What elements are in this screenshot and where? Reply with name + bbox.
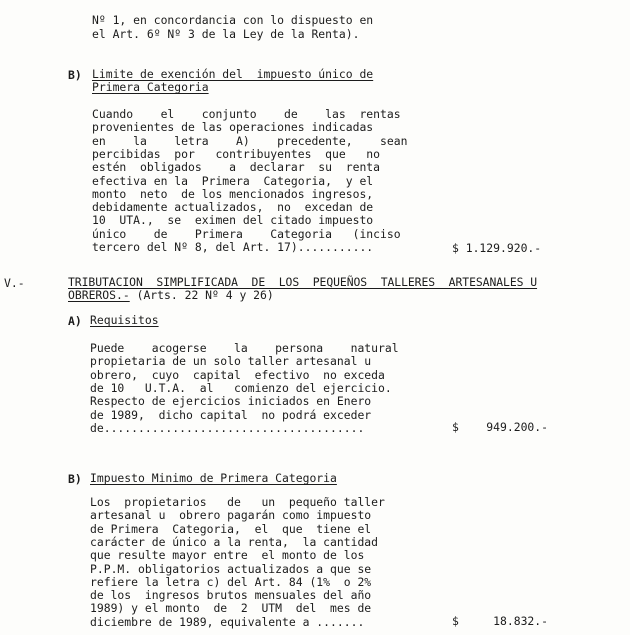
text-line: propietaria de un solo taller artesanal u [90,354,372,369]
text-line: Respecto de ejercicios iniciados en Enero [90,394,372,409]
text-line: monto neto de los mencionados ingresos, [92,186,374,201]
text-line: 10 UTA., se eximen del citado impuesto [92,213,374,228]
section-title: Requisitos [90,313,159,327]
amount-value: $ 949.200.- [452,420,549,434]
text-line: en la letra A) precedente, sean [92,133,408,148]
text-line: obrero, cuyo capital efectivo no exceda [90,367,385,382]
text-line: Puede acogerse la persona natural [90,341,399,355]
amount-value: $ 1.129.920.- [452,241,542,255]
section-title: Impuesto Minimo de Primera Categoria [90,471,337,485]
section-marker: B) [68,68,82,82]
text-line: el Art. 6º Nº 3 de la Ley de la Renta). [92,27,360,41]
text-line: que resulte mayor entre el monto de los [90,548,365,563]
text-line: de los ingresos brutos mensuales del año [90,588,372,603]
text-line: efectiva en la Primera Categoria, y el [92,173,374,188]
text-line: único de Primera Categoria (inciso [92,226,401,241]
text-line: Nº 1, en concordancia con lo dispuesto en [92,13,374,27]
text-line: provenientes de las operaciones indicadas [92,120,374,135]
text-line: Los propietarios de un pequeño taller [90,495,385,509]
chapter-title-underlined: OBREROS.- [68,288,130,302]
section-marker: B) [68,472,82,486]
chapter-title-line [68,289,274,302]
text-line: artesanal u obrero pagarán como impuesto [90,508,372,523]
text-line: tercero del Nº 8, del Art. 17)........... [92,240,374,254]
text-line: de Primera Categoria, el que tiene el [90,521,372,536]
text-line: percibidas por contribuyentes que no [92,146,381,161]
text-line: Cuando el conjunto de las rentas [92,107,401,121]
section-marker: A) [68,314,82,328]
text-line: carácter de único a la renta, la cantidad [90,534,379,549]
text-line: P.P.M. obligatorios actualizados a que se [90,561,372,576]
chapter-title-line: TRIBUTACION SIMPLIFICADA DE LOS PEQUEÑOS TALLERES ARTESANALES U [68,275,538,289]
chapter-title-ref: (Arts. 22 Nº 4 y 26) [129,288,274,302]
text-line: debidamente actualizados, no excedan de [92,200,374,215]
section-title-line: Limite de exención del impuesto único de [92,67,374,81]
text-line: diciembre de 1989, equivalente a ....... [90,614,365,629]
chapter-marker: V.- [4,276,25,290]
section-title-line: Primera Categoria [92,80,209,94]
text-line: de...................................... [90,420,365,435]
amount-value: $ 18.832.- [452,614,549,628]
text-line: estén obligados a declarar su renta [92,160,381,175]
text-line: 1989) y el monto de 2 UTM del mes de [90,601,372,616]
text-line: de 10 U.T.A. al comienzo del ejercicio. [90,380,392,395]
text-line: de 1989, dicho capital no podrá exceder [90,407,372,422]
text-line: refiere la letra c) del Art. 84 (1% o 2% [90,574,372,589]
